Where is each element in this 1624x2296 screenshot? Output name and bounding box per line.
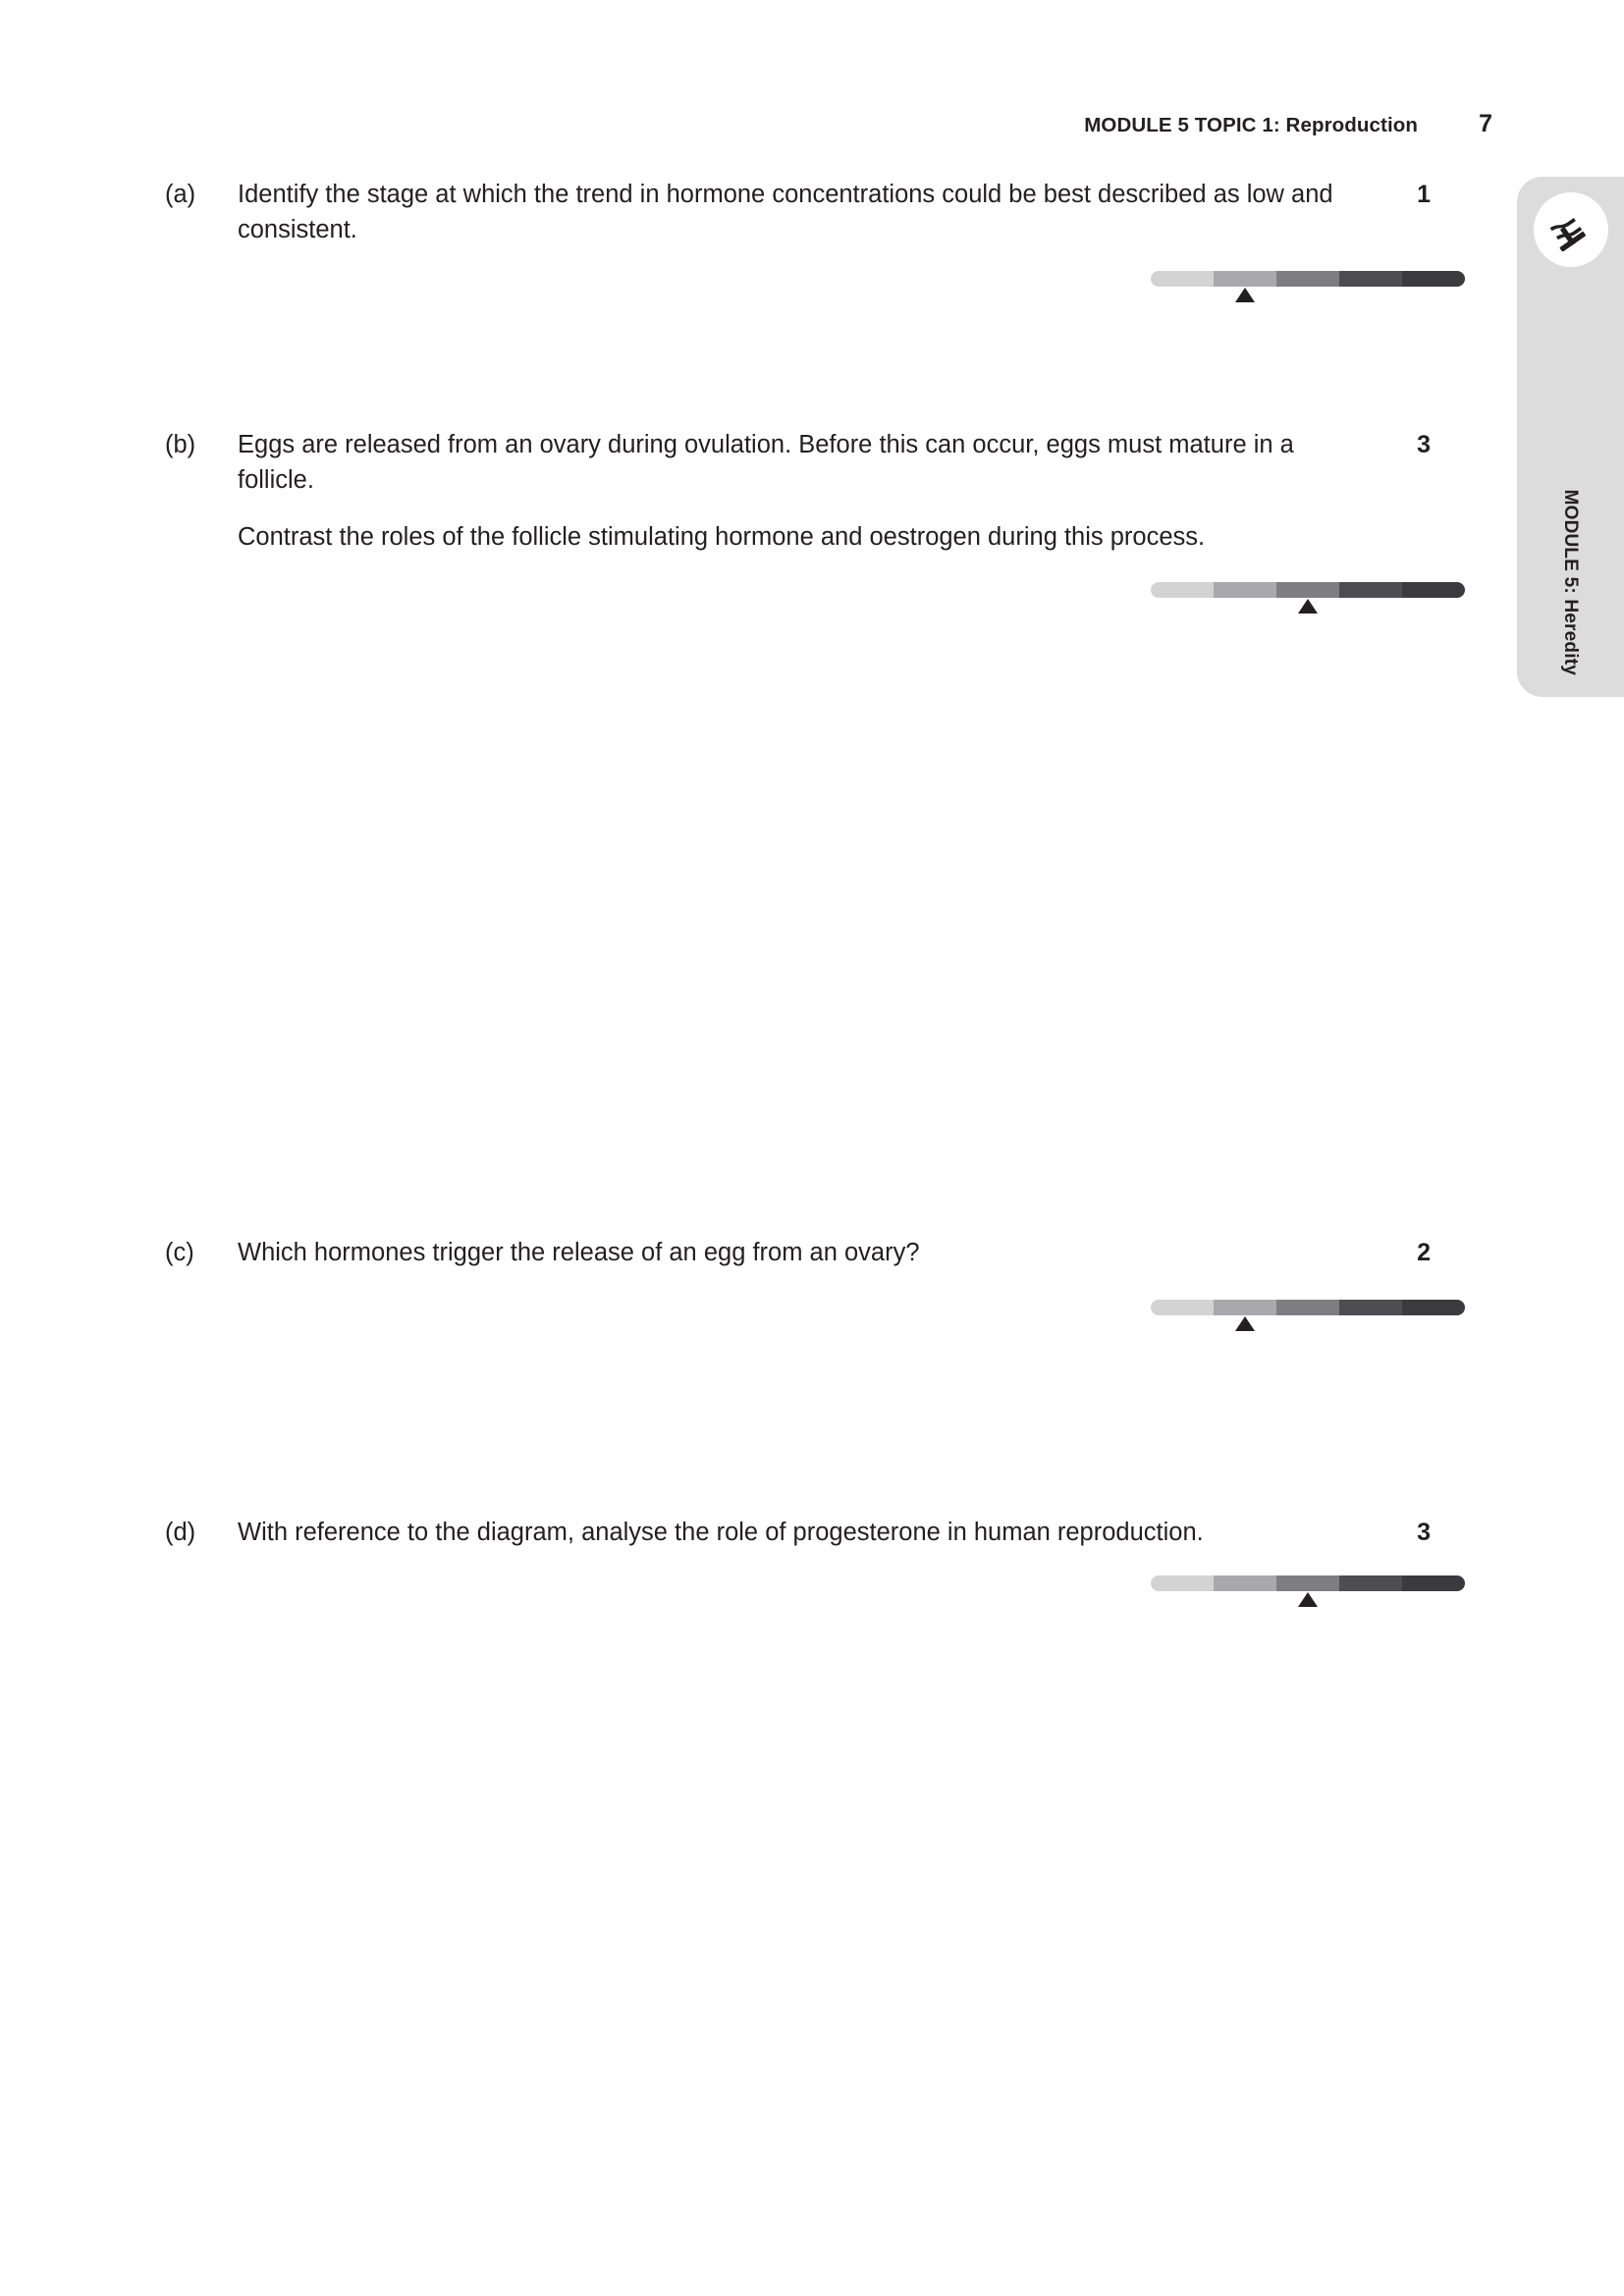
difficulty-segment-4 — [1339, 1575, 1402, 1591]
module-tab-label: MODULE 5: Heredity — [1560, 489, 1582, 675]
answer-lines — [0, 1353, 1492, 1439]
difficulty-segment-5 — [1402, 1300, 1465, 1315]
answer-lines — [0, 635, 1492, 981]
question-row — [0, 1235, 1492, 1270]
question-marks: 1 — [1417, 181, 1431, 208]
module-side-tab — [1517, 177, 1624, 697]
difficulty-segment-1 — [1151, 1575, 1214, 1591]
question-body — [238, 1235, 1372, 1270]
answer-line[interactable] — [250, 1672, 1411, 1715]
answer-line[interactable] — [250, 1629, 1411, 1672]
question-letter: (d) — [165, 1519, 196, 1546]
difficulty-marker — [1235, 1316, 1255, 1331]
question-block-d — [0, 1515, 1492, 1888]
question-marks: 2 — [1417, 1239, 1431, 1266]
answer-line[interactable] — [250, 1844, 1411, 1888]
difficulty-meter — [1151, 1575, 1465, 1591]
difficulty-segment-2 — [1214, 1300, 1276, 1315]
question-text: Eggs are released from an ovary during ovulation. Before this can occur, eggs must mature in a follicle. — [238, 431, 1294, 494]
difficulty-bar — [1151, 582, 1465, 598]
answer-line[interactable] — [250, 1396, 1411, 1439]
answer-line[interactable] — [250, 765, 1411, 808]
question-block-c — [0, 1235, 1492, 1439]
difficulty-marker — [1235, 288, 1255, 302]
difficulty-segment-5 — [1402, 582, 1465, 598]
difficulty-segment-1 — [1151, 582, 1214, 598]
difficulty-segment-4 — [1339, 271, 1402, 287]
difficulty-segment-5 — [1402, 271, 1465, 287]
difficulty-meter — [1151, 1300, 1465, 1315]
difficulty-bar — [1151, 1300, 1465, 1315]
question-text: With reference to the diagram, analyse the role of progesterone in human reproduction. — [238, 1519, 1204, 1546]
question-text: Which hormones trigger the release of an egg from an ovary? — [238, 1239, 920, 1266]
difficulty-bar — [1151, 271, 1465, 287]
difficulty-meter — [1151, 271, 1465, 287]
question-letter: (b) — [165, 431, 196, 458]
question-text: Identify the stage at which the trend in hormone concentrations could be best described as low and consistent. — [238, 181, 1333, 243]
answer-lines — [0, 324, 1492, 367]
question-letter: (c) — [165, 1239, 194, 1266]
difficulty-segment-5 — [1402, 1575, 1465, 1591]
question-body — [238, 177, 1372, 247]
answer-lines — [0, 1629, 1492, 1888]
difficulty-segment-1 — [1151, 1300, 1214, 1315]
answer-line[interactable] — [250, 1353, 1411, 1396]
question-text: Contrast the roles of the follicle stimulating hormone and oestrogen during this process. — [238, 523, 1206, 551]
question-row — [0, 1515, 1492, 1550]
page-header — [0, 110, 1492, 138]
header-title: MODULE 5 TOPIC 1: Reproduction — [1084, 114, 1418, 136]
difficulty-segment-3 — [1276, 1300, 1339, 1315]
difficulty-segment-2 — [1214, 582, 1276, 598]
difficulty-segment-2 — [1214, 271, 1276, 287]
page-number: 7 — [1479, 110, 1492, 137]
answer-line[interactable] — [250, 678, 1411, 721]
difficulty-segment-4 — [1339, 1300, 1402, 1315]
question-block-a — [0, 177, 1492, 367]
question-marks: 3 — [1417, 431, 1431, 458]
answer-line[interactable] — [250, 1715, 1411, 1758]
answer-line[interactable] — [250, 635, 1411, 678]
answer-line[interactable] — [250, 851, 1411, 894]
difficulty-segment-3 — [1276, 582, 1339, 598]
answer-line[interactable] — [250, 937, 1411, 981]
question-block-b — [0, 427, 1492, 981]
difficulty-bar — [1151, 1575, 1465, 1591]
difficulty-marker — [1298, 599, 1318, 614]
question-row — [0, 177, 1492, 247]
difficulty-segment-3 — [1276, 271, 1339, 287]
question-body — [238, 1515, 1372, 1550]
difficulty-meter — [1151, 582, 1465, 598]
answer-line[interactable] — [250, 1758, 1411, 1801]
difficulty-segment-1 — [1151, 271, 1214, 287]
question-letter: (a) — [165, 181, 196, 208]
answer-line[interactable] — [250, 324, 1411, 367]
question-body — [238, 427, 1372, 555]
answer-line[interactable] — [250, 894, 1411, 937]
answer-line[interactable] — [250, 1801, 1411, 1844]
question-row — [0, 427, 1492, 555]
answer-line[interactable] — [250, 808, 1411, 851]
difficulty-segment-2 — [1214, 1575, 1276, 1591]
difficulty-marker — [1298, 1592, 1318, 1607]
answer-line[interactable] — [250, 721, 1411, 765]
difficulty-segment-4 — [1339, 582, 1402, 598]
difficulty-segment-3 — [1276, 1575, 1339, 1591]
question-marks: 3 — [1417, 1519, 1431, 1546]
